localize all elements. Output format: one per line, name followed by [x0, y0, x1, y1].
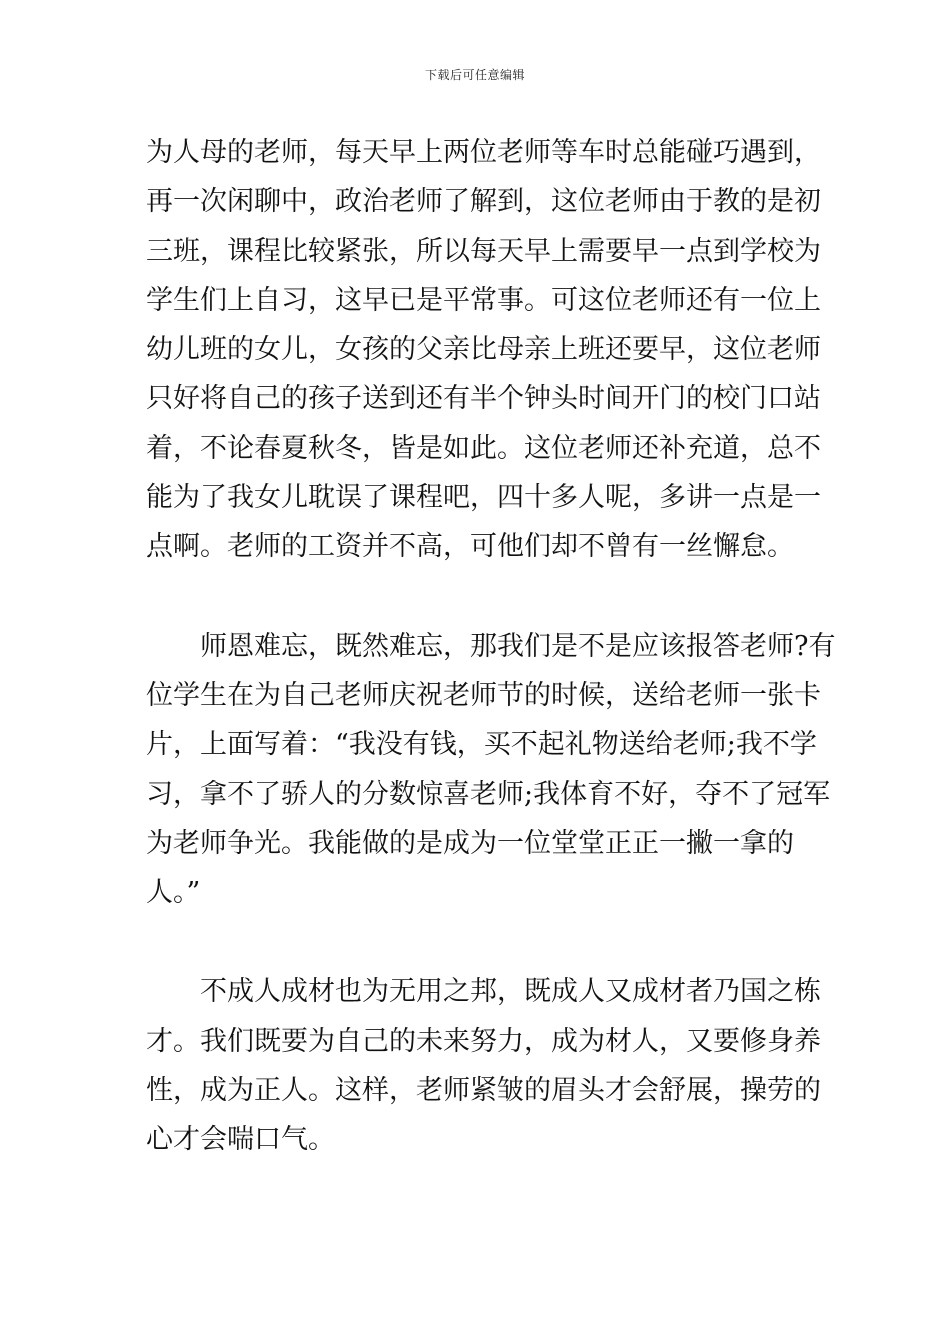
text-line: 学生们上自习，这早已是平常事。可这位老师还有一位上 — [146, 284, 821, 316]
text-line: 三班，课程比较紧张，所以每天早上需要早一点到学校为 — [146, 235, 821, 267]
text-line: 人。” — [146, 877, 201, 909]
paragraph-3 — [146, 967, 821, 1164]
document-body — [146, 128, 836, 1165]
text-line: 片，上面写着：“我没有钱，买不起礼物送给老师;我不学 — [146, 729, 817, 761]
paragraph-2 — [146, 622, 836, 918]
text-line: 再一次闲聊中，政治老师了解到，这位老师由于教的是初 — [146, 186, 821, 218]
text-line: 幼儿班的女儿，女孩的父亲比母亲上班还要早，这位老师 — [146, 334, 821, 366]
text-line: 点啊。老师的工资并不高，可他们却不曾有一丝懈怠。 — [146, 531, 794, 563]
paragraph-1 — [146, 128, 821, 572]
text-line: 师恩难忘，既然难忘，那我们是不是应该报答老师?有 — [200, 630, 836, 662]
text-line: 为老师争光。我能做的是成为一位堂堂正正一撇一拿的 — [146, 827, 794, 859]
text-line: 不成人成材也为无用之邦，既成人又成材者乃国之栋 — [200, 976, 821, 1008]
text-line: 着，不论春夏秋冬，皆是如此。这位老师还补充道，总不 — [146, 432, 821, 464]
text-line: 心才会喘口气。 — [146, 1124, 335, 1156]
text-line: 才。我们既要为自己的未来努力，成为材人，又要修身养 — [146, 1025, 821, 1057]
paragraph-spacer — [146, 572, 808, 622]
text-line: 习，拿不了骄人的分数惊喜老师;我体育不好，夺不了冠军 — [146, 778, 831, 810]
text-line: 为人母的老师，每天早上两位老师等车时总能碰巧遇到， — [146, 137, 821, 168]
text-line: 只好将自己的孩子送到还有半个钟头时间开门的校门口站 — [146, 383, 821, 415]
paragraph-spacer — [146, 917, 808, 967]
text-line: 性，成为正人。这样，老师紧皱的眉头才会舒展，操劳的 — [146, 1075, 821, 1107]
text-line: 位学生在为自己老师庆祝老师节的时候，送给老师一张卡 — [146, 679, 821, 711]
page-header: 下载后可任意编辑 — [424, 68, 525, 82]
text-line: 能为了我女儿耽误了课程吧，四十多人呢，多讲一点是一 — [146, 482, 821, 514]
